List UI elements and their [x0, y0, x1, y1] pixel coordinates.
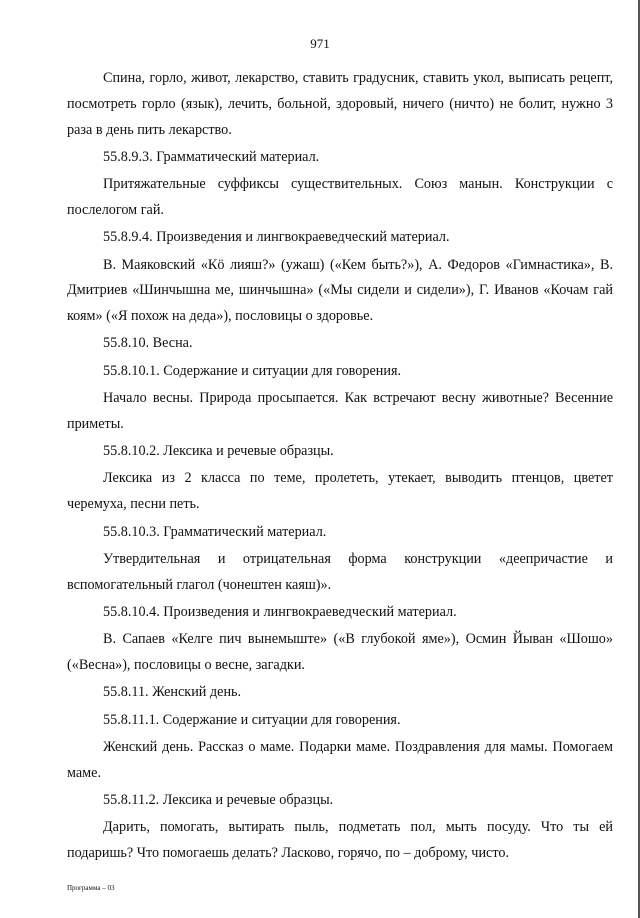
section-heading-55-8-10-3: 55.8.10.3. Грамматический материал. — [103, 523, 327, 540]
footer-program-label: Программа – 03 — [67, 884, 115, 892]
paragraph-works-spring: В. Сапаев «Келге пич вынемыште» («В глубокой яме»), Осмин Йыван «Шошо» («Весна»), пословицы о весне, загадки. — [67, 631, 613, 674]
page-content — [67, 66, 613, 868]
section-heading-55-8-10-1: 55.8.10.1. Содержание и ситуации для говорения. — [103, 362, 402, 379]
paragraph-works-health: В. Маяковский «Кӧ лияш?» (ужаш) («Кем быть?»), А. Федоров «Гимнастика», В. Дмитриев «Шинчышна ме, шинчышна» («Мы сидели и сидели»), Г. Иванов «Кочам гай коям» («Я похож на деда»), пословицы о здоровье. — [67, 256, 613, 325]
section-heading-55-8-10-2: 55.8.10.2. Лексика и речевые образцы. — [103, 443, 334, 460]
paragraph-affirmative-negative-form: Утвердительная и отрицательная форма конструкции «деепричастие и вспомогательный глагол (чонештен каяш)». — [67, 550, 613, 593]
page-number: 971 — [310, 36, 330, 51]
section-heading-55-8-9-3: 55.8.9.3. Грамматический материал. — [103, 148, 320, 165]
section-heading-55-8-10-4: 55.8.10.4. Произведения и лингвокраеведческий материал. — [103, 603, 457, 620]
paragraph-symptoms-vocabulary: Спина, горло, живот, лекарство, ставить градусник, ставить укол, выписать рецепт, посмотреть горло (язык), лечить, больной, здоровый, ничего (ничто) не болит, нужно 3 раза в день пить лекарство. — [67, 70, 613, 138]
section-heading-55-8-11-2: 55.8.11.2. Лексика и речевые образцы. — [103, 792, 334, 809]
paragraph-spring-situations: Начало весны. Природа просыпается. Как встречают весну животные? Весенние приметы. — [67, 390, 613, 432]
paragraph-womens-day-vocabulary: Дарить, помогать, вытирать пыль, подметать пол, мыть посуду. Что ты ей подаришь? Что помогаешь делать? Ласково, горячо, по – доброму, чисто. — [67, 819, 613, 862]
section-heading-55-8-9-4: 55.8.9.4. Произведения и лингвокраеведческий материал. — [103, 229, 450, 246]
section-heading-55-8-11: 55.8.11. Женский день. — [103, 684, 242, 701]
paragraph-spring-vocabulary: Лексика из 2 класса по теме, пролететь, утекает, выводить птенцов, цветет черемуха, песни петь. — [67, 470, 613, 513]
paragraph-womens-day-situations: Женский день. Рассказ о маме. Подарки маме. Поздравления для мамы. Помогаем маме. — [67, 738, 613, 781]
section-heading-55-8-10: 55.8.10. Весна. — [103, 335, 193, 352]
section-heading-55-8-11-1: 55.8.11.1. Содержание и ситуации для говорения. — [103, 711, 401, 728]
paragraph-possessive-suffixes: Притяжательные суффиксы существительных. Союз манын. Конструкции с послелогом гай. — [67, 176, 613, 218]
